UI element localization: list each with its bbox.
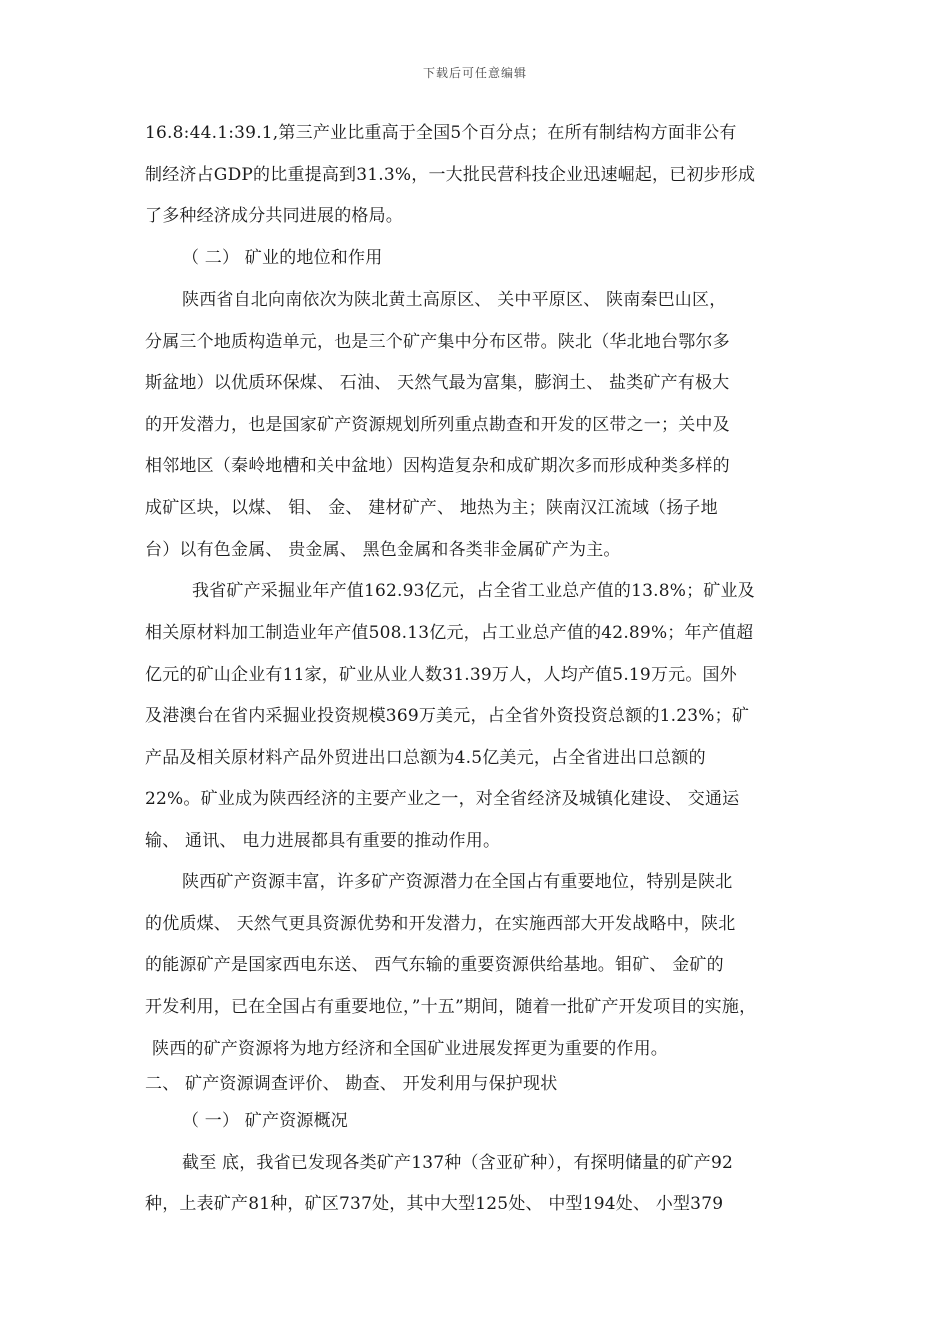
paragraph-line: 16.8:44.1:39.1,第三产业比重高于全国5个百分点；在所有制结构方面非公有 [145,123,737,143]
paragraph-line: 的开发潜力，也是国家矿产资源规划所列重点勘查和开发的区带之一；关中及 [145,415,730,435]
paragraph-line: 斯盆地）以优质环保煤、 石油、 天然气最为富集，膨润土、 盐类矿产有极大 [145,373,730,393]
paragraph-line: 相邻地区（秦岭地槽和关中盆地）因构造复杂和成矿期次多而形成种类多样的 [145,456,730,476]
paragraph-line: 陕西省自北向南依次为陕北黄土高原区、 关中平原区、 陕南秦巴山区， [182,290,727,310]
paragraph-line: 亿元的矿山企业有11家，矿业从业人数31.39万人，人均产值5.19万元。国外 [145,665,737,685]
section-heading: 二、 矿产资源调查评价、 勘查、 开发利用与保护现状 [145,1074,558,1094]
section-heading: （ 二） 矿业的地位和作用 [182,248,383,268]
paragraph-line: 相关原材料加工制造业年产值508.13亿元，占工业总产值的42.89%；年产值超 [145,623,754,643]
paragraph-line: 输、 通讯、 电力进展都具有重要的推动作用。 [145,831,501,851]
paragraph-line: 种，上表矿产81种，矿区737处，其中大型125处、 中型194处、 小型379 [145,1194,724,1214]
paragraph-line: 制经济占GDP的比重提高到31.3%，一大批民营科技企业迅速崛起，已初步形成 [145,165,756,185]
paragraph-line: 的优质煤、 天然气更具资源优势和开发潜力，在实施西部大开发战略中，陕北 [145,914,736,934]
paragraph-line: 产品及相关原材料产品外贸进出口总额为4.5亿美元，占全省进出口总额的 [145,748,706,768]
paragraph-line: 开发利用，已在全国占有重要地位，”十五”期间，随着一批矿产开发项目的实施， [145,997,757,1017]
paragraph-line: 及港澳台在省内采掘业投资规模369万美元，占全省外资投资总额的1.23%；矿 [145,706,750,726]
paragraph-line: 分属三个地质构造单元，也是三个矿产集中分布区带。陕北（华北地台鄂尔多 [145,332,730,352]
paragraph-line: 成矿区块，以煤、 钼、 金、 建材矿产、 地热为主；陕南汉江流域（扬子地 [145,498,718,518]
paragraph-line: 截至 底，我省已发现各类矿产137种（含亚矿种），有探明储量的矿产92 [182,1153,733,1173]
paragraph-line: 22%。矿业成为陕西经济的主要产业之一，对全省经济及城镇化建设、 交通运 [145,789,740,809]
page-header: 下载后可任意编辑 [422,66,527,80]
paragraph-line: 陕西的矿产资源将为地方经济和全国矿业进展发挥更为重要的作用。 [152,1039,668,1059]
paragraph-line: 了多种经济成分共同进展的格局。 [145,206,403,226]
paragraph-line: 的能源矿产是国家西电东送、 西气东输的重要资源供给基地。钼矿、 金矿的 [145,955,724,975]
paragraph-line: 陕西矿产资源丰富，许多矿产资源潜力在全国占有重要地位，特别是陕北 [182,872,733,892]
subsection-heading: （ 一） 矿产资源概况 [182,1111,349,1131]
paragraph-line: 我省矿产采掘业年产值162.93亿元，占全省工业总产值的13.8%；矿业及 [192,581,755,601]
paragraph-line: 台）以有色金属、 贵金属、 黑色金属和各类非金属矿产为主。 [145,540,621,560]
